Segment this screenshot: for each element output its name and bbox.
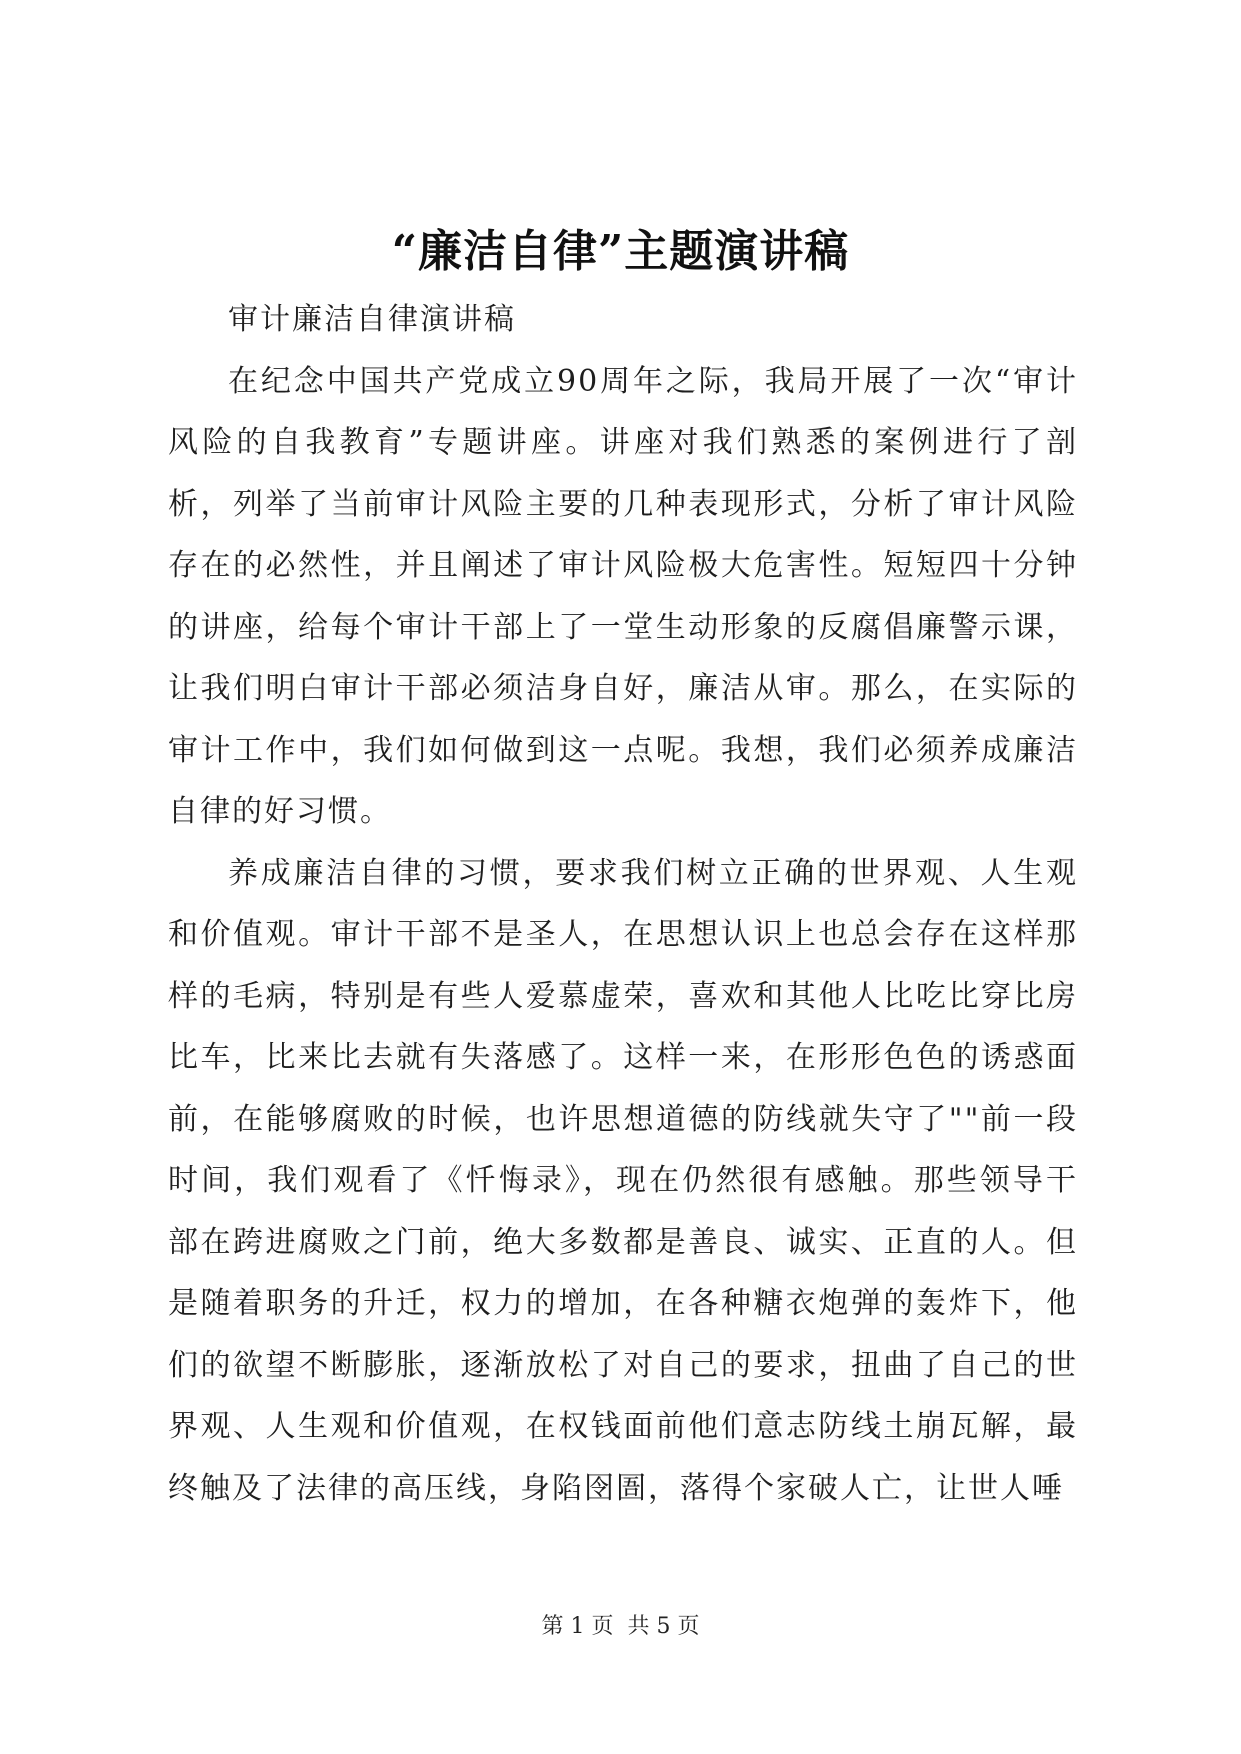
page-number: 第 1 页: [541, 1614, 614, 1639]
subtitle-paragraph: 审计廉洁自律演讲稿: [228, 302, 516, 337]
document-body: [168, 289, 1078, 1519]
document-title: “廉洁自律”主题演讲稿: [391, 226, 850, 277]
body-paragraph: 在纪念中国共产党成立90周年之际，我局开展了一次“审计风险的自我教育”专题讲座。讲座对我们熟悉的案例进行了剖析，列举了当前审计风险主要的几种表现形式，分析了审计风险存在的必然性，并且阐述了审计风险极大危害性。短短四十分钟的讲座，给每个审计干部上了一堂生动形象的反腐倡廉警示课，让我们明白审计干部必须洁身自好，廉洁从审。那么，在实际的审计工作中，我们如何做到这一点呢。我想，我们必须养成廉洁自律的好习惯。: [168, 363, 1078, 829]
page-footer: [0, 1612, 1241, 1642]
body-paragraph: 养成廉洁自律的习惯，要求我们树立正确的世界观、人生观和价值观。审计干部不是圣人，在思想认识上也总会存在这样那样的毛病，特别是有些人爱慕虚荣，喜欢和其他人比吃比穿比房比车，比来比去就有失落感了。这样一来，在形形色色的诱惑面前，在能够腐败的时候，也许思想道德的防线就失守了""前一段时间，我们观看了《忏悔录》，现在仍然很有感触。那些领导干部在跨进腐败之门前，绝大多数都是善良、诚实、正直的人。但是随着职务的升迁，权力的增加，在各种糖衣炮弹的轰炸下，他们的欲望不断膨胀，逐渐放松了对自己的要求，扭曲了自己的世界观、人生观和价值观，在权钱面前他们意志防线土崩瓦解，最终触及了法律的高压线，身陷囹圄，落得个家破人亡，让世人唾: [168, 855, 1078, 1506]
page-total: 共 5 页: [627, 1614, 700, 1639]
